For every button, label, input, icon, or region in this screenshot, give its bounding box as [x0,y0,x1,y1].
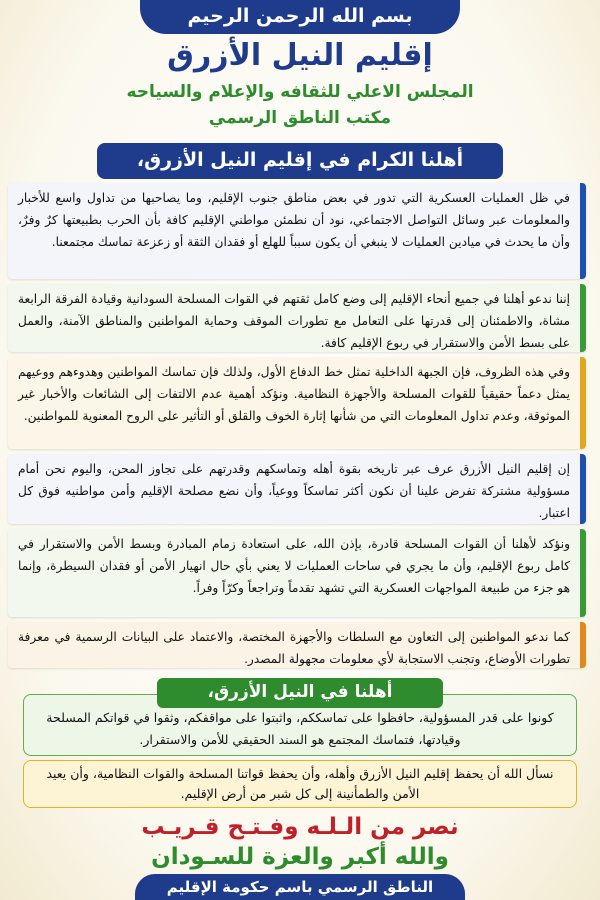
footer-signature: الناطق الرسمي باسم حكومة الإقليم [135,874,465,900]
statement-paragraph: ونؤكد لأهلنا أن القوات المسلحة قادرة، بإذن الله، على استعادة زمام المبادرة وبسط الأمن والاستقرار في كامل ربوع الإقليم، وأن ما يجري في ساحات العمليات لا يعني بأي حال انهيار الأمن أو فقدان السيطرة، وإنما هو جزء من طبيعة المواجهات العسكرية التي تشهد تقدماً وتراجعاً وكرّاً وفراً. [8,529,586,617]
greeting-banner: أهلنا الكرام في إقليم النيل الأزرق، [97,143,503,179]
office-name: مكتب الناطق الرسمي [208,108,392,128]
page-title: إقليم النيل الأزرق [167,38,433,73]
statement-paragraph: إننا ندعو أهلنا في جميع أنحاء الإقليم إلى وضع كامل ثقتهم في القوات المسلحة السودانية وقيادة الفرقة الرابعة مشاة، والاطمئنان إلى قدرتها على التعامل مع تطورات الموقف وحماية المواطنين والمناطق الآمنة، والعمل على بسط الأمن والاستقرار في ربوع الإقليم كافة. [8,284,586,352]
statement-paragraph: كما ندعو المواطنين إلى التعاون مع السلطات والأجهزة المختصة، والاعتماد على البيانات الرسمية في معرفة تطورات الأوضاع، وتجنب الاستجابة لأي معلومات مجهولة المصدر. [8,622,586,668]
basmala-header: بسم الله الرحمن الرحيم [140,0,460,34]
prayer-box: نسأل الله أن يحفظ إقليم النيل الأزرق وأهله، وأن يحفظ قواتنا المسلحة والقوات النظامية، وأن يعيد الأمن والطمأنينة إلى كل شبر من أرض الإقليم. [23,760,577,808]
statement-paragraph: وفي هذه الظروف، فإن الجبهة الداخلية تمثل خط الدفاع الأول، ولذلك فإن تماسك المواطنين وهدوءهم ووعيهم يمثل دعماً حقيقياً للقوات المسلحة والأجهزة النظامية. ونؤكد أهمية عدم الالتفات إلى الشائعات والأخبار غير الموثوقة، وعدم تداول المعلومات التي من شأنها إثارة الخوف والقلق أو التأثير على الروح المعنوية للمواطنين. [8,357,586,449]
closing-slogan-green: والله أكبر والعزة للسـودان [151,844,449,870]
council-name: المجلس الاعلي للثقافه والإعلام والسياحه [126,82,474,102]
closing-slogan-red: نصر من الـلـه وفـتـح قـريـب [141,814,459,840]
statement-paragraph: إن إقليم النيل الأزرق عرف عبر تاريخه بقوة أهله وتماسكهم وقدرتهم على تجاوز المحن، واليوم نحن أمام مسؤولية مشتركة تفرض علينا أن نكون أكثر تماسكاً ووعياً، وأن نضع مصلحة الإقليم وأمن مواطنيه فوق كل اعتبار. [8,454,586,524]
statement-paragraph: في ظل العمليات العسكرية التي تدور في بعض مناطق جنوب الإقليم، وما يصاحبها من تداول واسع للأخبار والمعلومات عبر وسائل التواصل الاجتماعي، نود أن نطمئن مواطني الإقليم كافة بأن الحرب بطبيعتها كرٌ وفرٌ، وأن ما يحدث في ميادين العمليات لا ينبغي أن يكون سبباً للهلع أو فقدان الثقة أو زعزعة تماسك مجتمعنا. [8,183,586,279]
appeal-box: كونوا على قدر المسؤولية، حافظوا على تماسككم، واثبتوا على مواقفكم، وثقوا في قواتكم المسلحة وقيادتها، فتماسك المجتمع هو السند الحقيقي للأمن والاستقرار. [23,694,577,756]
appeal-banner: أهلنا في النيل الأزرق، [157,678,443,708]
